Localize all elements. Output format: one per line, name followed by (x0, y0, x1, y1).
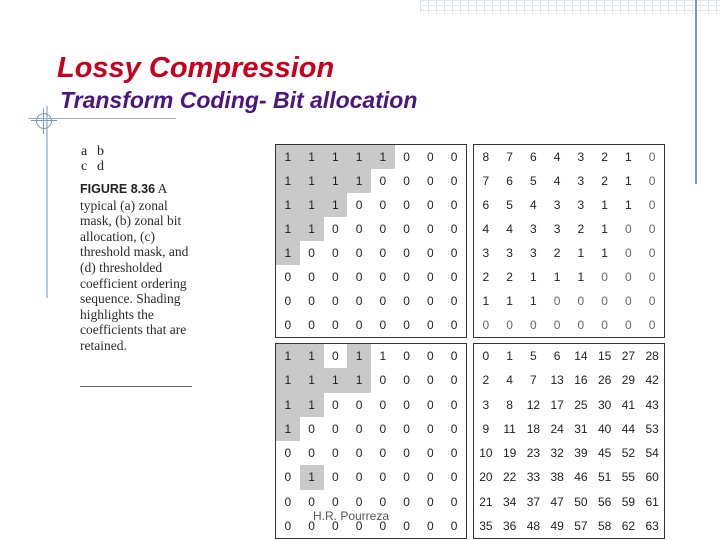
matrix-cell: 0 (601, 270, 608, 284)
matrix-cell: 52 (621, 446, 636, 461)
matrix-cell: 0 (355, 246, 363, 260)
matrix-cell: 0 (379, 222, 387, 236)
matrix-cell: 36 (502, 518, 517, 533)
matrix-cell: 0 (450, 518, 458, 533)
matrix-cell: 0 (450, 446, 458, 461)
matrix-cell: 0 (284, 470, 292, 485)
matrix-cell: 2 (553, 246, 561, 260)
matrix-cell: 41 (621, 397, 636, 412)
slide-footer-author: H.R. Pourreza (313, 509, 390, 523)
matrix-cell: 34 (502, 494, 517, 509)
matrix-cell: 18 (526, 421, 541, 436)
figure-caption-heading: FIGURE 8.36 (80, 182, 156, 196)
matrix-cell: 25 (574, 397, 588, 412)
header-grid-decoration (420, 0, 720, 14)
matrix-cell: 1 (347, 368, 371, 392)
matrix-cell: 0 (308, 494, 315, 509)
matrix-cell: 0 (403, 198, 410, 212)
matrix-cell: 0 (379, 294, 387, 308)
matrix-cell: 0 (450, 150, 458, 164)
matrix-cell: 0 (379, 518, 387, 533)
matrix-cell: 46 (574, 470, 588, 485)
matrix-cell: 0 (403, 397, 410, 412)
matrix-cell: 13 (550, 373, 564, 388)
matrix-cell: 3 (482, 397, 490, 412)
matrix-cell: 0 (403, 470, 410, 485)
matrix-cell: 55 (621, 470, 636, 485)
matrix-cell: 0 (403, 246, 410, 260)
matrix-cell: 4 (553, 174, 561, 188)
matrix-cell: 53 (645, 421, 659, 436)
matrix-cell: 31 (574, 421, 588, 436)
matrix-cell: 0 (403, 446, 410, 461)
matrix-cell: 0 (379, 198, 387, 212)
matrix-cell: 0 (332, 349, 339, 364)
matrix-cell: 1 (577, 270, 585, 284)
matrix-cell: 35 (479, 518, 493, 533)
matrix-cell: 0 (355, 421, 363, 436)
matrix-cell: 0 (332, 318, 339, 332)
matrix-cell: 0 (648, 222, 656, 236)
slide-title: Lossy Compression (57, 52, 335, 84)
matrix-cell: 1 (300, 393, 324, 417)
panel-labels (81, 144, 113, 174)
matrix-cell: 1 (276, 344, 300, 368)
matrix-cell: 0 (648, 198, 656, 212)
figure-caption-text: A typical (a) zonal mask, (b) zonal bit allocation, (c) threshold mask, and (d) thresholded coefficient ordering sequence. Shading highlights the coefficients that are retained. (80, 181, 189, 353)
matrix-cell: 0 (403, 318, 410, 332)
matrix-cell: 63 (645, 518, 659, 533)
matrix-zonal-mask (275, 144, 467, 338)
matrix-cell: 0 (403, 270, 410, 284)
matrix-zonal-bit-allocation (473, 144, 665, 338)
matrix-cell: 2 (506, 270, 513, 284)
matrix-cell: 4 (530, 198, 537, 212)
matrix-cell: 58 (597, 518, 612, 533)
matrix-cell: 0 (332, 270, 339, 284)
matrix-cell: 7 (530, 373, 537, 388)
matrix-cell: 17 (550, 397, 564, 412)
matrix-cell: 0 (450, 349, 458, 364)
matrix-cell: 0 (625, 270, 632, 284)
matrix-cell: 1 (324, 145, 348, 169)
matrix-cell: 0 (427, 294, 434, 308)
matrix-cell: 42 (645, 373, 659, 388)
matrix-cell: 0 (403, 294, 410, 308)
matrix-cell: 0 (355, 222, 363, 236)
matrix-cell: 0 (284, 446, 292, 461)
matrix-cell: 0 (355, 494, 363, 509)
matrix-cell: 0 (379, 318, 387, 332)
matrix-cell: 0 (506, 318, 513, 332)
matrix-cell: 0 (403, 150, 410, 164)
matrix-cell: 1 (300, 169, 324, 193)
matrix-cell: 1 (625, 174, 632, 188)
matrix-cell: 0 (379, 373, 387, 388)
matrix-cell: 0 (450, 397, 458, 412)
matrix-cell: 0 (332, 518, 339, 533)
matrix-cell: 14 (574, 349, 588, 364)
matrix-cell: 2 (601, 174, 608, 188)
matrix-cell: 0 (332, 470, 339, 485)
matrix-cell: 0 (553, 318, 561, 332)
matrix-cell: 4 (482, 222, 490, 236)
matrix-cell: 0 (284, 518, 292, 533)
matrix-cell: 0 (450, 373, 458, 388)
matrix-cell: 0 (403, 222, 410, 236)
matrix-cell: 0 (648, 270, 656, 284)
matrix-cell: 0 (379, 397, 387, 412)
matrix-cell: 0 (450, 318, 458, 332)
matrix-cell: 0 (403, 373, 410, 388)
matrix-cell: 1 (276, 393, 300, 417)
matrix-cell: 1 (276, 217, 300, 241)
matrix-cell: 0 (427, 373, 434, 388)
matrix-cell: 0 (308, 318, 315, 332)
matrix-cell: 0 (450, 470, 458, 485)
matrix-cell: 1 (300, 193, 324, 217)
matrix-cell: 2 (482, 373, 490, 388)
matrix-cell: 38 (550, 470, 564, 485)
matrix-cell: 0 (450, 174, 458, 188)
matrix-cell: 1 (276, 368, 300, 392)
matrix-cell: 6 (553, 349, 561, 364)
matrix-cell: 0 (427, 518, 434, 533)
matrix-cell: 0 (379, 246, 387, 260)
matrix-cell: 1 (553, 270, 561, 284)
matrix-cell: 0 (601, 318, 608, 332)
matrix-cell: 1 (300, 217, 324, 241)
matrix-cell: 0 (450, 270, 458, 284)
matrix-cell: 0 (379, 174, 387, 188)
matrix-cell: 0 (648, 246, 656, 260)
matrix-cell: 2 (577, 222, 585, 236)
matrix-cell: 0 (427, 397, 434, 412)
matrix-cell: 1 (506, 349, 513, 364)
matrix-cell: 1 (300, 145, 324, 169)
matrix-cell: 0 (355, 397, 363, 412)
matrix-cell: 0 (482, 349, 490, 364)
matrix-cell: 1 (482, 294, 490, 308)
matrix-cell: 1 (601, 246, 608, 260)
matrix-cell: 7 (482, 174, 490, 188)
matrix-cell: 0 (427, 446, 434, 461)
matrix-cell: 37 (526, 494, 541, 509)
matrix-cell: 0 (553, 294, 561, 308)
matrix-cell: 0 (427, 494, 434, 509)
matrix-cell: 27 (621, 349, 636, 364)
matrix-cell: 3 (530, 222, 537, 236)
matrix-cell: 0 (577, 318, 585, 332)
matrix-cell: 0 (403, 518, 410, 533)
matrix-cell: 1 (625, 150, 632, 164)
matrix-cell: 1 (530, 270, 537, 284)
matrix-cell: 0 (403, 174, 410, 188)
matrix-cell: 3 (577, 150, 585, 164)
matrix-cell: 0 (450, 494, 458, 509)
matrix-cell: 1 (347, 169, 371, 193)
matrix-cell: 59 (621, 494, 636, 509)
matrix-cell: 1 (530, 294, 537, 308)
matrix-cell: 3 (506, 246, 513, 260)
matrix-cell: 0 (355, 198, 363, 212)
matrix-cell: 5 (530, 174, 537, 188)
matrix-cell: 33 (526, 470, 541, 485)
matrix-cell: 1 (601, 198, 608, 212)
matrix-cell: 61 (645, 494, 659, 509)
matrix-cell: 0 (332, 421, 339, 436)
matrix-cell: 1 (276, 241, 300, 265)
matrix-cell: 0 (648, 150, 656, 164)
matrix-cell: 0 (308, 518, 315, 533)
matrix-cell: 0 (482, 318, 490, 332)
matrix-cell: 3 (482, 246, 490, 260)
matrix-cell: 0 (427, 222, 434, 236)
matrix-cell: 0 (332, 446, 339, 461)
matrix-cell: 57 (574, 518, 588, 533)
matrix-cell: 1 (577, 246, 585, 260)
matrix-cell: 4 (506, 222, 513, 236)
matrix-cell: 3 (577, 198, 585, 212)
matrix-cell: 1 (276, 193, 300, 217)
matrix-cell: 45 (597, 446, 612, 461)
matrix-cell: 1 (625, 198, 632, 212)
matrix-cell: 3 (553, 222, 561, 236)
matrix-cell: 0 (355, 270, 363, 284)
matrix-cell: 6 (506, 174, 513, 188)
matrix-cell: 0 (450, 421, 458, 436)
matrix-cell: 19 (502, 446, 517, 461)
matrix-cell: 23 (526, 446, 541, 461)
matrix-cell: 0 (648, 294, 656, 308)
matrix-cell: 0 (427, 198, 434, 212)
matrix-cell: 1 (276, 417, 300, 441)
matrix-cell: 10 (479, 446, 493, 461)
matrix-cell: 54 (645, 446, 659, 461)
panel-label-b: b (97, 144, 104, 159)
matrix-cell: 1 (324, 193, 348, 217)
matrix-cell: 0 (450, 198, 458, 212)
matrix-cell: 0 (379, 494, 387, 509)
matrix-cell: 30 (597, 397, 612, 412)
matrix-cell: 1 (300, 465, 324, 489)
matrix-cell: 0 (379, 446, 387, 461)
matrix-cell: 32 (550, 446, 564, 461)
matrix-cell: 16 (574, 373, 588, 388)
figure-caption (80, 181, 192, 354)
matrix-cell: 0 (355, 518, 363, 533)
matrix-cell: 6 (530, 150, 537, 164)
matrix-cell: 0 (355, 318, 363, 332)
matrix-cell: 4 (506, 373, 513, 388)
matrix-cell: 0 (403, 494, 410, 509)
matrix-cell: 8 (482, 150, 490, 164)
matrix-cell: 0 (427, 349, 434, 364)
matrix-cell: 0 (625, 246, 632, 260)
matrix-cell: 0 (427, 270, 434, 284)
caption-rule (80, 386, 192, 387)
matrix-cell: 0 (379, 270, 387, 284)
matrix-cell: 1 (379, 349, 387, 364)
matrix-cell: 0 (625, 318, 632, 332)
matrix-cell: 0 (601, 294, 608, 308)
panel-label-a: a (81, 144, 88, 159)
matrix-cell: 1 (324, 368, 348, 392)
matrix-cell: 0 (450, 222, 458, 236)
panel-label-c: c (81, 159, 88, 174)
matrix-cell: 39 (574, 446, 588, 461)
matrix-cell: 0 (450, 294, 458, 308)
matrix-cell: 0 (379, 470, 387, 485)
right-vertical-line (695, 0, 697, 184)
matrix-cell: 0 (332, 397, 339, 412)
matrix-cell: 11 (503, 421, 516, 436)
matrix-cell: 62 (621, 518, 636, 533)
matrix-cell: 0 (648, 174, 656, 188)
matrix-cell: 0 (625, 294, 632, 308)
matrix-cell: 60 (645, 470, 659, 485)
matrix-cell: 3 (530, 246, 537, 260)
matrix-cell: 1 (601, 222, 608, 236)
crosshair-ornament-icon (36, 113, 52, 129)
matrix-cell: 8 (506, 397, 513, 412)
matrix-cell: 1 (276, 145, 300, 169)
matrix-cell: 0 (625, 222, 632, 236)
matrix-cell: 5 (530, 349, 537, 364)
matrix-cell: 0 (427, 150, 434, 164)
matrix-cell: 56 (597, 494, 612, 509)
matrix-cell: 1 (276, 169, 300, 193)
matrix-cell: 0 (332, 294, 339, 308)
matrix-cell: 0 (379, 421, 387, 436)
matrix-cell: 24 (550, 421, 564, 436)
matrix-cell: 0 (332, 222, 339, 236)
matrix-cell: 0 (284, 270, 292, 284)
matrix-cell: 50 (574, 494, 588, 509)
matrix-cell: 29 (621, 373, 636, 388)
matrix-cell: 0 (427, 318, 434, 332)
left-vertical-line (46, 106, 48, 298)
matrix-cell: 0 (284, 494, 292, 509)
matrix-cell: 22 (502, 470, 517, 485)
matrix-cell: 0 (355, 446, 363, 461)
matrix-cell: 0 (332, 494, 339, 509)
matrix-cell: 47 (550, 494, 564, 509)
matrix-cell: 1 (300, 368, 324, 392)
matrix-cell: 2 (601, 150, 608, 164)
matrix-cell: 0 (308, 246, 315, 260)
matrix-cell: 0 (355, 470, 363, 485)
matrix-cell: 15 (597, 349, 612, 364)
matrix-cell: 0 (577, 294, 585, 308)
matrix-cell: 1 (347, 344, 371, 368)
matrix-cell: 0 (308, 446, 315, 461)
matrix-cell: 43 (645, 397, 659, 412)
matrix-cell: 12 (526, 397, 541, 412)
matrix-cell: 0 (355, 294, 363, 308)
matrix-cell: 0 (284, 318, 292, 332)
matrix-cell: 0 (427, 246, 434, 260)
matrix-cell: 5 (506, 198, 513, 212)
matrix-cell: 0 (427, 470, 434, 485)
matrix-cell: 0 (284, 294, 292, 308)
matrix-cell: 0 (427, 421, 434, 436)
matrix-cell: 0 (648, 318, 656, 332)
matrix-cell: 2 (482, 270, 490, 284)
matrix-cell: 6 (482, 198, 490, 212)
matrix-cell: 0 (427, 174, 434, 188)
matrix-cell: 44 (621, 421, 636, 436)
panel-label-d: d (97, 159, 104, 174)
matrix-cell: 0 (308, 270, 315, 284)
matrix-cell: 4 (553, 150, 561, 164)
matrix-cell: 0 (403, 421, 410, 436)
matrix-cell: 1 (347, 145, 371, 169)
matrix-cell: 7 (506, 150, 513, 164)
matrix-coefficient-ordering (473, 343, 665, 539)
matrix-cell: 3 (553, 198, 561, 212)
matrix-cell: 0 (530, 318, 537, 332)
matrix-cell: 0 (308, 421, 315, 436)
matrix-cell: 3 (577, 174, 585, 188)
matrix-cell: 0 (403, 349, 410, 364)
matrix-cell: 1 (324, 169, 348, 193)
matrix-cell: 20 (479, 470, 493, 485)
matrix-cell: 28 (645, 349, 659, 364)
matrix-cell: 1 (371, 145, 395, 169)
matrix-cell: 51 (597, 470, 612, 485)
matrix-cell: 21 (479, 494, 493, 509)
matrix-cell: 1 (506, 294, 513, 308)
matrix-cell: 26 (597, 373, 612, 388)
matrix-cell: 0 (308, 294, 315, 308)
matrix-cell: 1 (300, 344, 324, 368)
slide-subtitle: Transform Coding- Bit allocation (60, 87, 418, 113)
matrix-cell: 9 (482, 421, 490, 436)
matrix-cell: 49 (550, 518, 564, 533)
matrix-cell: 48 (526, 518, 541, 533)
matrix-cell: 0 (332, 246, 339, 260)
matrix-cell: 0 (450, 246, 458, 260)
matrix-cell: 40 (597, 421, 612, 436)
